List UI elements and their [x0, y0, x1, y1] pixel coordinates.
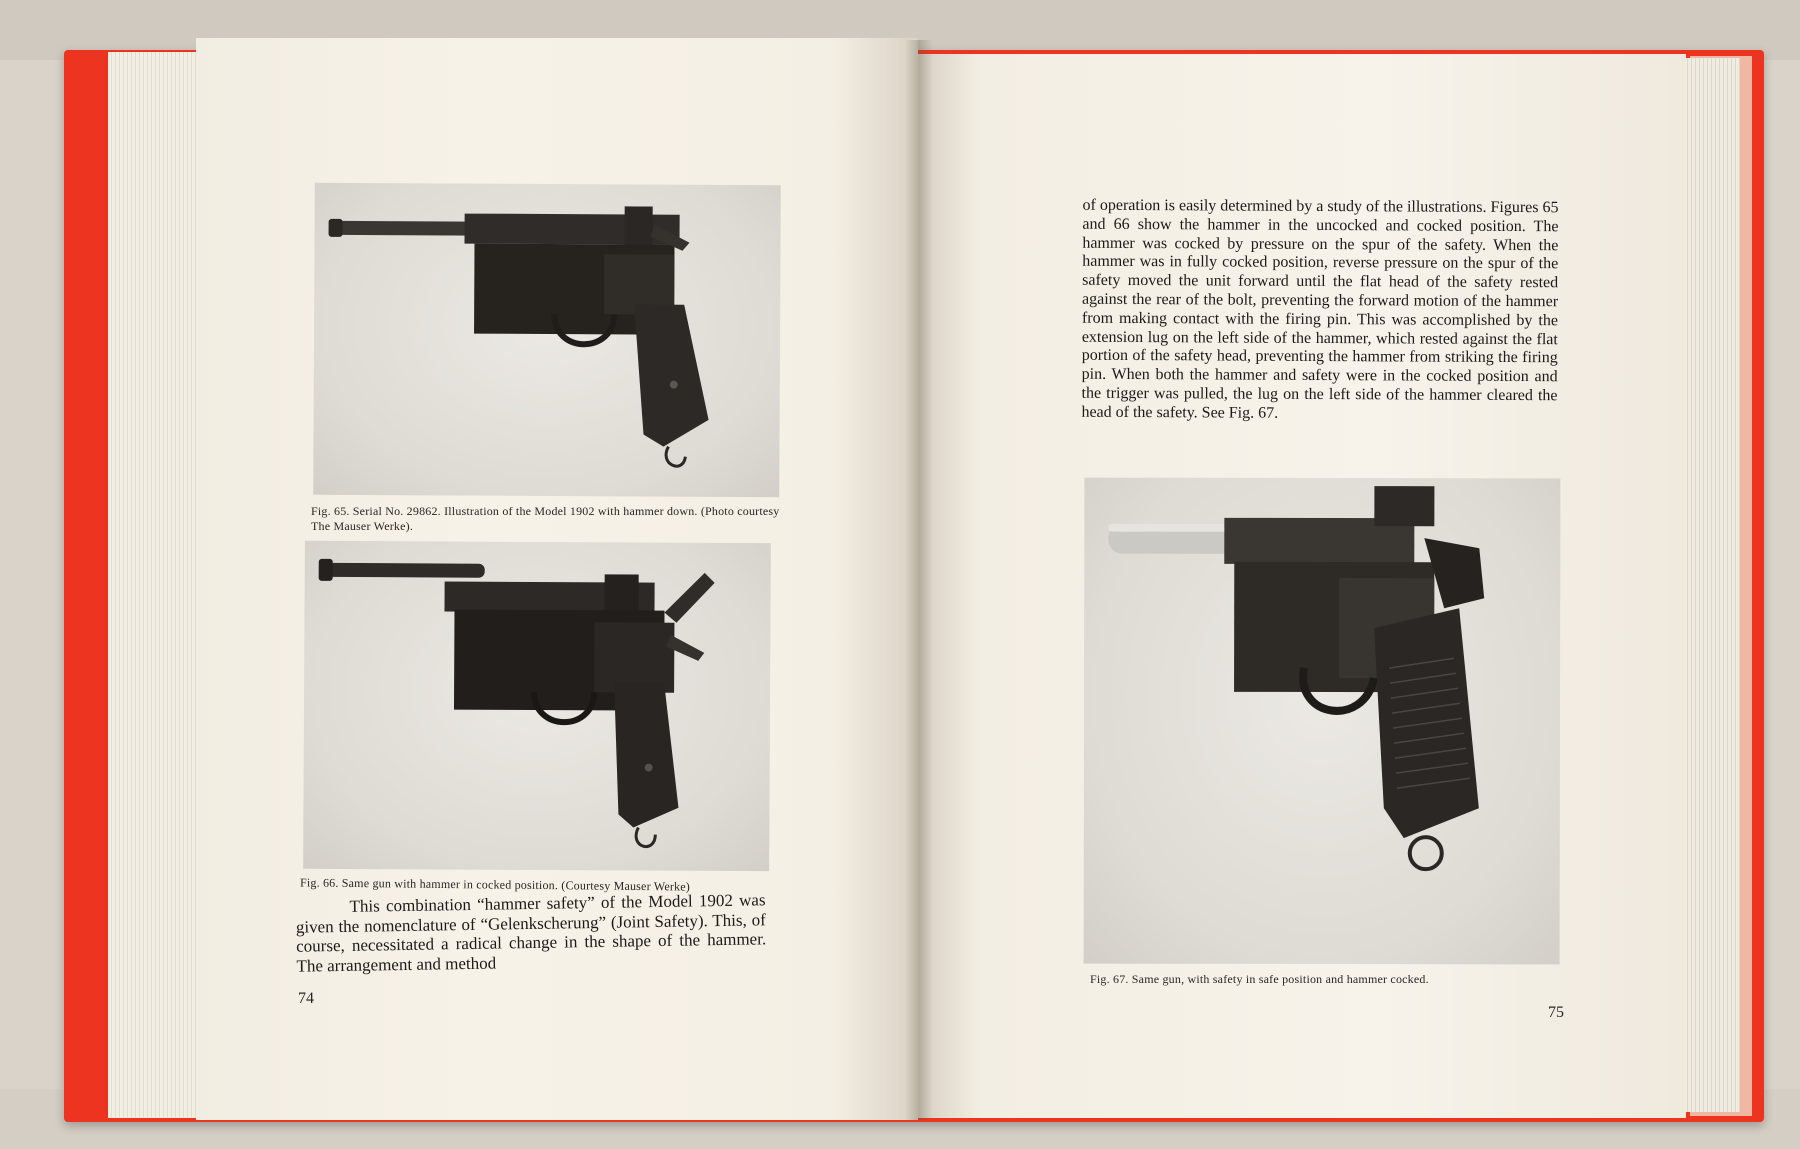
figure-67-caption: Fig. 67. Same gun, with safety in safe position and hammer cocked. — [1090, 972, 1429, 986]
left-page — [196, 38, 918, 1120]
page-number-right: 75 — [1548, 1004, 1564, 1021]
right-page — [918, 54, 1686, 1118]
pistol-hammer-cocked-image — [303, 541, 771, 871]
left-page-paragraph-text: This combination “hammer safety” of the Model 1902 was given the nomenclature of “Gelenkscherung” (Joint Safety). This, of course, necessitated a radical change in the shape of the hammer. The arrangement and method — [295, 890, 767, 976]
figure-66-caption: Fig. 66. Same gun with hammer in cocked position. (Courtesy Mauser Werke) — [299, 875, 691, 894]
figure-65-photo — [313, 183, 781, 497]
right-page-paragraph: of operation is easily determined by a study of the illustrations. Figures 65 and 66 show the hammer in the uncocked and cocked position. The hammer was cocked by pressure on the spur of the safety. When the hammer was in fully cocked position, reverse pressure on the spur of the safety moved the unit forward until the flat head of the safety rested against the rear of the bolt, preventing the forward motion of the hammer from making contact with the firing pin. This was accomplished by the extension lug on the left side of the hammer, which rested against the flat portion of the safety head, preventing the hammer from striking the firing pin. When both the hammer and safety were in the cocked position and the trigger was pulled, the lug on the left side of the hammer cleared the head of the safety. See Fig. 67. — [1081, 196, 1559, 422]
page-number-left: 74 — [298, 990, 314, 1007]
figure-65-caption: Fig. 65. Serial No. 29862. Illustration of the Model 1902 with hammer down. (Photo courtesy The Mauser Werke). — [311, 504, 780, 533]
figure-66-photo — [303, 541, 771, 871]
figure-67-photo — [1084, 478, 1561, 965]
pistol-hammer-down-image — [313, 183, 781, 497]
pistol-safe-position-image — [1084, 478, 1561, 965]
book-gutter — [905, 40, 933, 1120]
left-page-paragraph — [295, 890, 766, 975]
